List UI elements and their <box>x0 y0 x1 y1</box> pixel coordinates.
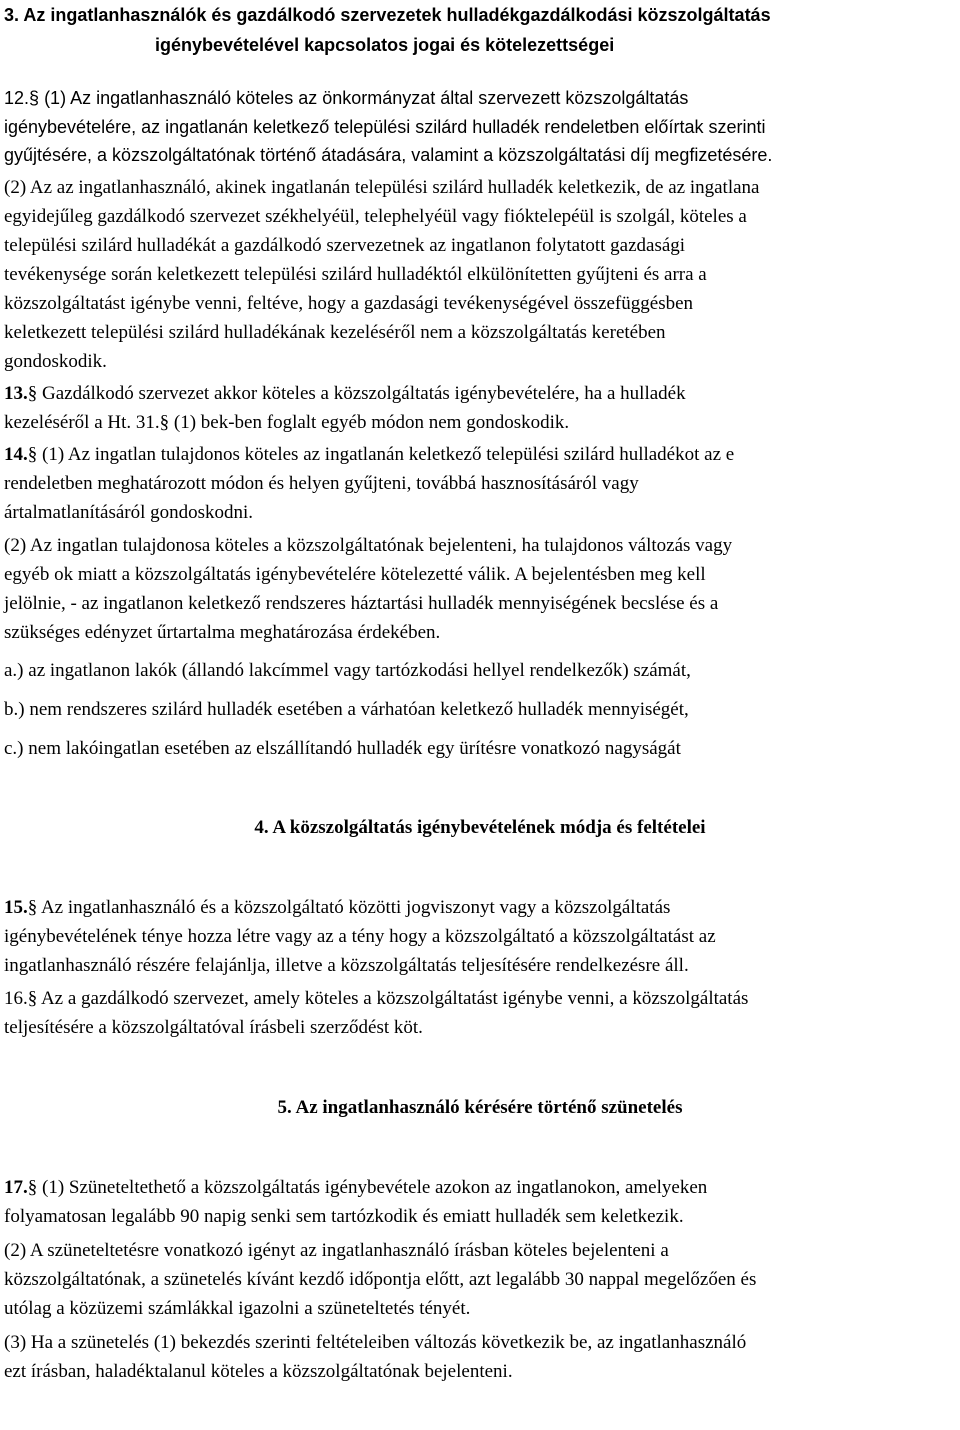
paragraph-14-2-line-2: egyéb ok miatt a közszolgáltatás igénybevételére kötelezetté válik. A bejelentésben meg kell <box>4 564 706 585</box>
paragraph-12-2-line-5: közszolgáltatást igénybe venni, feltéve, hogy a gazdasági tevékenységével összefüggésben <box>4 293 694 314</box>
paragraph-17-line-1 <box>4 1177 960 1199</box>
section-sign-icon: § <box>27 897 38 918</box>
paragraph-number: 16. <box>4 988 28 1009</box>
paragraph-17-line-2: folyamatosan legalább 90 napig senki sem tartózkodik és emiatt hulladék sem keletkezik. <box>4 1206 684 1227</box>
paragraph-text: (1) bek-ben foglalt egyéb módon nem gondoskodik. <box>173 412 570 433</box>
paragraph-number: 14. <box>4 444 28 465</box>
paragraph-15-line-1 <box>4 897 960 919</box>
paragraph-text: (1) Az ingatlan tulajdonos köteles az ingatlanán keletkező települési szilárd hulladékot az e <box>42 444 735 465</box>
paragraph-14-line-1 <box>4 444 960 466</box>
paragraph-12-line-2: igénybevételére, az ingatlanán keletkező települési szilárd hulladék rendeletben előírtak szerinti <box>4 117 766 137</box>
section-sign-icon: § <box>27 383 38 404</box>
section-3-title-line-2: igénybevételével kapcsolatos jogai és kötelezettségei <box>155 35 615 55</box>
section-sign-icon: § <box>27 988 38 1009</box>
paragraph-14-line-2: rendeletben meghatározott módon és helyen gyűjteni, továbbá hasznosításáról vagy <box>4 473 639 494</box>
paragraph-17-3-line-2: ezt írásban, haladéktalanul köteles a közszolgáltatónak bejelenteni. <box>4 1361 513 1382</box>
paragraph-12-line-1 <box>4 87 960 109</box>
paragraph-text: kezeléséről a Ht. 31. <box>4 412 160 433</box>
paragraph-text: Az a gazdálkodó szervezet, amely köteles a közszolgáltatást igénybe venni, a közszolgáltatás <box>40 988 749 1009</box>
section-sign-icon: § <box>27 444 38 465</box>
paragraph-number: 17. <box>4 1177 28 1198</box>
paragraph-17-2-line-2: közszolgáltatónak, a szünetelés kívánt kezdő időpontja előtt, azt legalább 30 nappal megelőzően és <box>4 1269 757 1290</box>
paragraph-14-line-3: ártalmatlanításáról gondoskodni. <box>4 502 254 523</box>
paragraph-12-2-line-1: (2) Az az ingatlanhasználó, akinek ingatlanán települési szilárd hulladék keletkezik, de az ingatlana <box>4 177 760 198</box>
paragraph-17-2-line-3: utólag a közüzemi számlákkal igazolni a szüneteltetés tényét. <box>4 1298 471 1319</box>
paragraph-14-2-line-1: (2) Az ingatlan tulajdonosa köteles a közszolgáltatónak bejelenteni, ha tulajdonos változás vagy <box>4 535 733 556</box>
section-5-title: 5. Az ingatlanhasználó kérésére történő szünetelés <box>277 1097 683 1118</box>
list-item-a: a.) az ingatlanon lakók (állandó lakcímmel vagy tartózkodási hellyel rendelkezők) számát, <box>4 660 691 681</box>
paragraph-16-line-1 <box>4 988 960 1010</box>
paragraph-12-2-line-7: gondoskodik. <box>4 351 107 372</box>
paragraph-12-line-3: gyűjtésére, a közszolgáltatónak történő átadására, valamint a közszolgáltatási díj megfizetésére. <box>4 145 773 165</box>
paragraph-15-line-2: igénybevételének ténye hozza létre vagy az a tény hogy a közszolgáltató a közszolgáltatást az <box>4 926 716 947</box>
paragraph-14-2-line-4: szükséges edényzet űrtartalma meghatározása érdekében. <box>4 622 441 643</box>
section-sign-icon: § <box>29 88 40 108</box>
paragraph-number: 15. <box>4 897 28 918</box>
paragraph-number: 12. <box>4 88 30 108</box>
section-4-title: 4. A közszolgáltatás igénybevételének módja és feltételei <box>254 817 706 838</box>
paragraph-13-line-2 <box>4 412 960 434</box>
list-item-c: c.) nem lakóingatlan esetében az elszállítandó hulladék egy ürítésre vonatkozó nagyságát <box>4 738 681 759</box>
section-sign-icon: § <box>27 1177 38 1198</box>
paragraph-17-3-line-1: (3) Ha a szünetelés (1) bekezdés szerinti feltételeiben változás következik be, az ingatlanhasználó <box>4 1332 747 1353</box>
paragraph-16-line-2: teljesítésére a közszolgáltatóval írásbeli szerződést köt. <box>4 1017 423 1038</box>
paragraph-14-2-line-3: jelölnie, - az ingatlanon keletkező rendszeres háztartási hulladék mennyiségének becslése és a <box>4 593 719 614</box>
paragraph-12-2-line-3: települési szilárd hulladékát a gazdálkodó szervezetnek az ingatlanon folytatott gazdasági <box>4 235 686 256</box>
section-3-title-line-1: 3. Az ingatlanhasználók és gazdálkodó szervezetek hulladékgazdálkodási közszolgáltatás <box>4 5 771 25</box>
paragraph-15-line-3: ingatlanhasználó részére felajánlja, illetve a közszolgáltatás teljesítésére rendelkezésre áll. <box>4 955 689 976</box>
paragraph-text: (1) Az ingatlanhasználó köteles az önkormányzat által szervezett közszolgáltatás <box>44 88 689 108</box>
paragraph-12-2-line-2: egyidejűleg gazdálkodó szervezet székhelyéül, telephelyéül vagy fióktelepéül is szolgál, köteles a <box>4 206 747 227</box>
paragraph-12-2-line-6: keletkezett települési szilárd hulladékának kezeléséről nem a közszolgáltatás keretében <box>4 322 666 343</box>
paragraph-text: Az ingatlanhasználó és a közszolgáltató közötti jogviszonyt vagy a közszolgáltatás <box>40 897 671 918</box>
section-sign-icon: § <box>159 412 170 433</box>
list-item-b: b.) nem rendszeres szilárd hulladék esetében a várhatóan keletkező hulladék mennyiségét, <box>4 699 689 720</box>
paragraph-text: Gazdálkodó szervezet akkor köteles a közszolgáltatás igénybevételére, ha a hulladék <box>42 383 686 404</box>
paragraph-number: 13. <box>4 383 28 404</box>
paragraph-13-line-1 <box>4 383 960 405</box>
paragraph-12-2-line-4: tevékenysége során keletkezett települési szilárd hulladéktól elkülönítetten gyűjteni és arra a <box>4 264 707 285</box>
paragraph-text: (1) Szüneteltethető a közszolgáltatás igénybevétele azokon az ingatlanokon, amelyeken <box>42 1177 708 1198</box>
paragraph-17-2-line-1: (2) A szüneteltetésre vonatkozó igényt az ingatlanhasználó írásban köteles bejelenteni a <box>4 1240 669 1261</box>
